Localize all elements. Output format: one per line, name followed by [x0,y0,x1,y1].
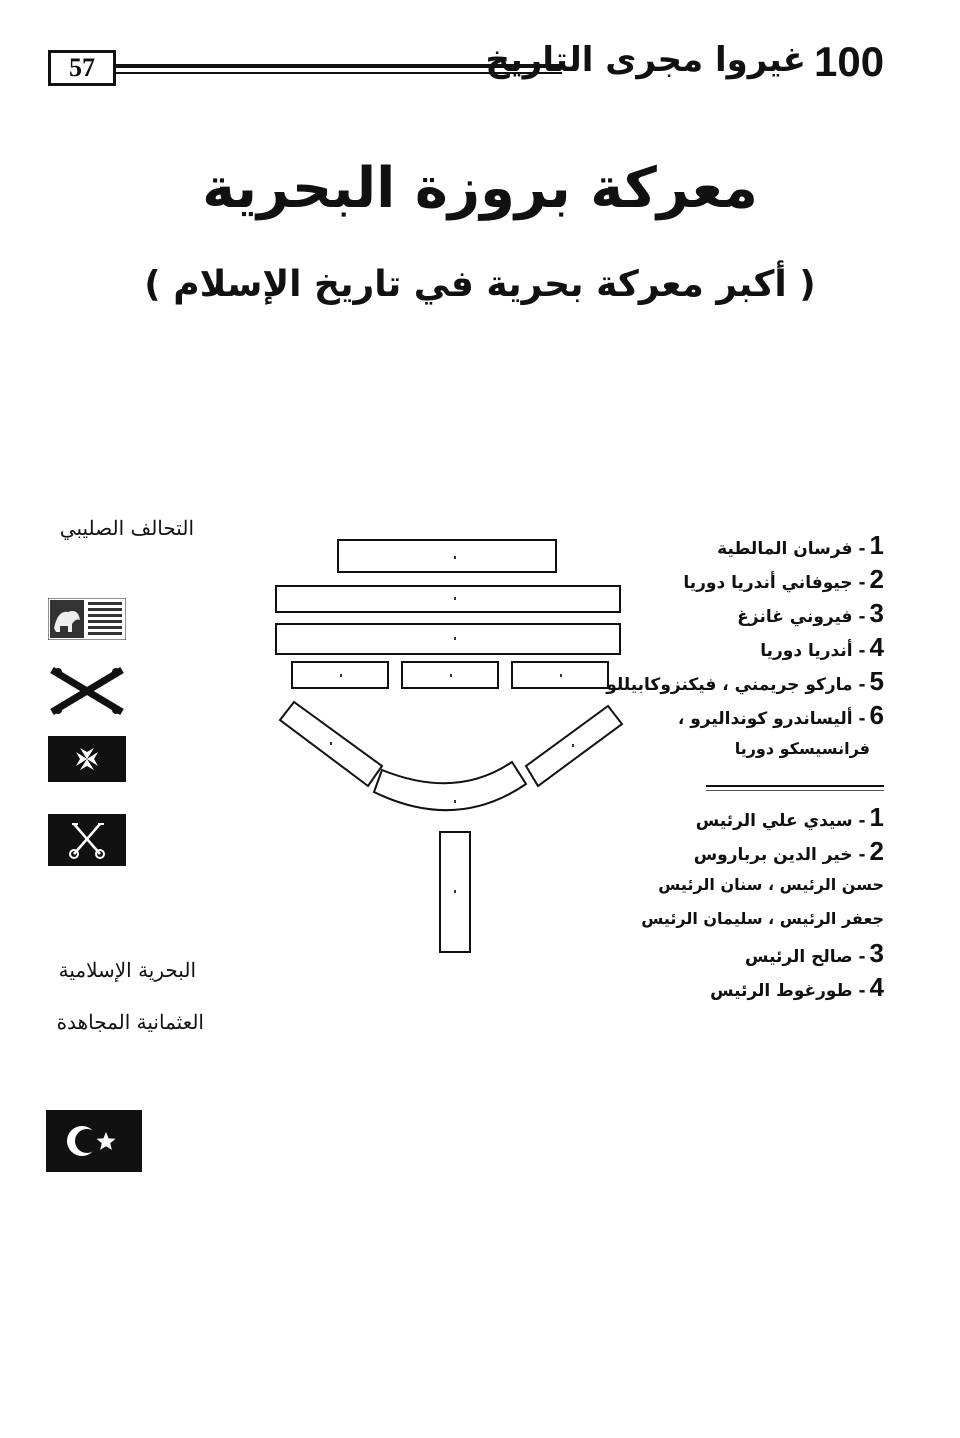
list-item: 4- طورغوط الرئيس [710,972,884,1002]
series-title: غيروا مجرى التاريخ [485,40,806,80]
page-title: معركة بروزة البحرية [202,156,758,221]
list-divider [706,785,884,787]
formation-row-4 [276,624,620,654]
list-continuation: فرانسيسكو دوريا [734,739,870,758]
page-subtitle: ( أكبر معركة بحرية في تاريخ الإسلام ) [144,264,816,305]
list-item: 2- خير الدين برباروس [693,836,884,866]
list-item: 4- أندريا دوريا [760,632,884,662]
list-item: 5- ماركو جريمني ، فيكنزوكابيللو [606,666,884,696]
maltese-cross-flag-icon [48,736,126,782]
list-item: 3- فيروني غانزغ [737,598,884,628]
list-continuation: حسن الرئيس ، سنان الرئيس [658,875,884,894]
crescent-star-flag-icon [46,1110,142,1172]
fleet-formation-diagram [270,530,630,960]
crusader-commanders-list [606,528,884,766]
series-number: 100 [814,38,885,85]
crusader-alliance-label: التحالف الصليبي [59,516,194,540]
venice-lion-flag-icon [48,598,126,640]
list-item: 6- أليساندرو كونداليرو ، [677,700,884,730]
page-number: 57 [48,50,116,86]
arc-segment-center [374,762,526,810]
list-item: 3- صالح الرئيس [745,938,884,968]
ottoman-commanders-list [641,800,884,1004]
formation-row-6 [338,540,556,572]
ottoman-navy-label-line1: البحرية الإسلامية [58,958,196,982]
list-divider-thin [706,790,884,791]
ottoman-navy-label-line2: العثمانية المجاهدة [56,1010,204,1034]
crossed-swords-flag-icon [48,666,126,716]
list-item: 2- جيوفاني أندريا دوريا [683,564,884,594]
list-item: 1- سيدي علي الرئيس [695,802,884,832]
formation-row-5 [276,586,620,612]
papal-keys-flag-icon [48,814,126,866]
list-item: 1- فرسان المالطية [717,530,884,560]
list-continuation: جعفر الرئيس ، سليمان الرئيس [641,909,884,928]
